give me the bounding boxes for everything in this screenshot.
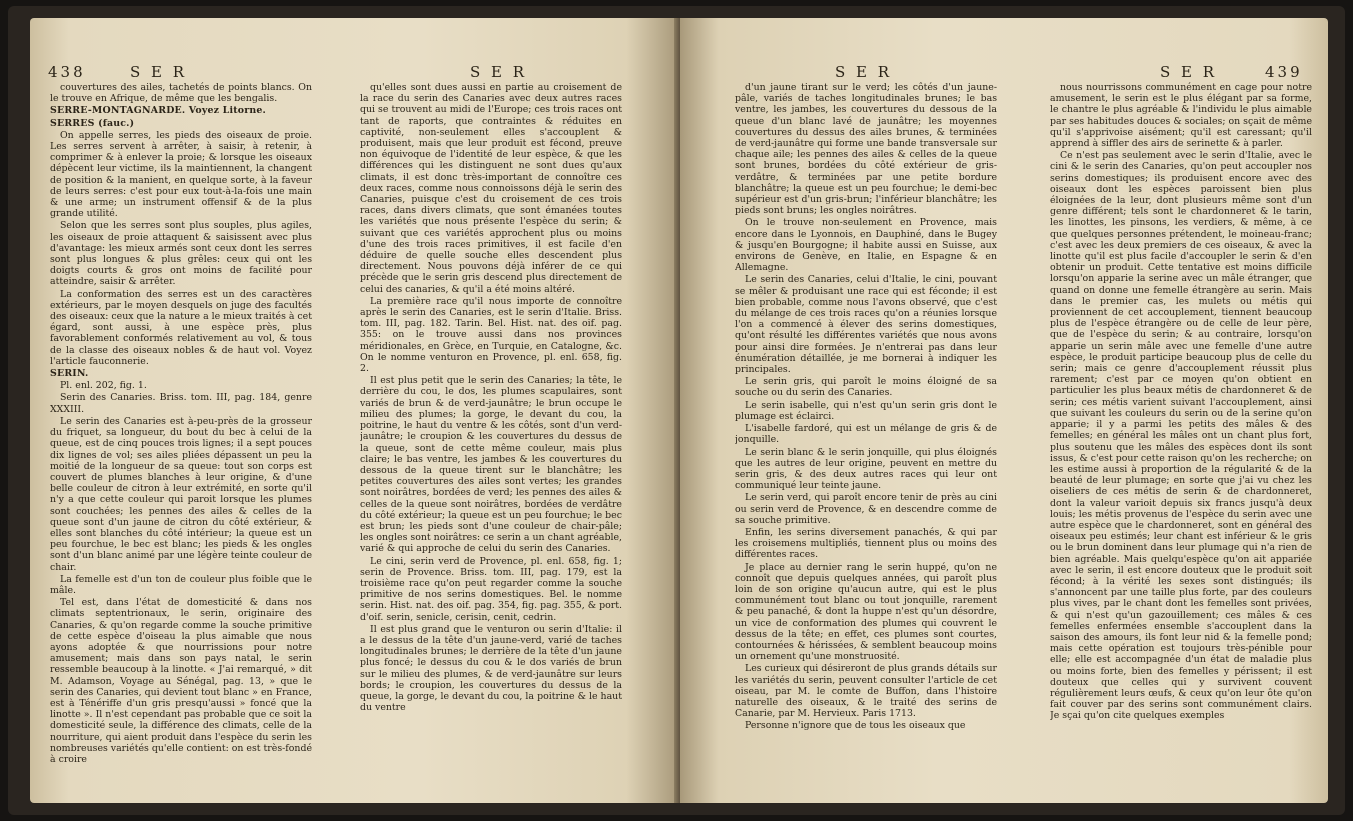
paragraph: On le trouve non-seulement en Provence, mais encore dans le Lyonnois, en Dauphiné, dans le Bugey & jusqu'en Bourgogne; il habite aussi en Suisse, aux environs de Genève, en Italie, en Espagne & en Allemagne. <box>735 217 997 274</box>
paragraph: SERIN. <box>50 368 89 380</box>
left-column-2 <box>360 82 622 792</box>
paragraph: Serin des Canaries. Briss. tom. III, pag. 184, genre XXXIII. <box>50 392 312 415</box>
paragraph: Le serin gris, qui paroît le moins éloigné de sa souche ou du serin des Canaries. <box>735 376 997 399</box>
paragraph: Le serin des Canaries, celui d'Italie, le cini, pouvant se mêler & produisant une race qui est féconde; il est bien probable, comme nous l'avons observé, que c'est du mélange de ces trois races qu'on a réunies lorsque l'on a commencé à élever des serins domestiques, qu'ont résulté les différentes variétés que nous avons pour ainsi dire formées. Je n'entrerai pas dans leur énumération détaillée, je me bornerai à indiquer les principales. <box>735 274 997 376</box>
right-page <box>680 18 1328 803</box>
paragraph: Enfin, les serins diversement panachés, & qui par les croisemens multipliés, tiennent plus ou moins des différentes races. <box>735 526 997 561</box>
left-column-1 <box>50 82 312 792</box>
paragraph: Il est plus petit que le serin des Canaries; la tête, le derrière du cou, le dos, les plumes scapulaires, sont variés de brun & de verd-jaunâtre; le brun occupe le milieu des plumes; la gorge, le devant du cou, la poitrine, le haut du ventre & les côtés, sont d'un verd-jaunâtre; le croupion & les couvertures du dessus de la queue, sont de cette même couleur, mais plus claire; le bas ventre, les jambes & les couvertures du dessous de la queue tirent sur le blanchâtre; les petites couvertures des ailes sont vertes; les grandes sont noirâtres, bordées de verd; les pennes des ailes & celles de la queue sont noirâtres, bordées de verdâtre du côté extérieur; la queue est un peu fourchue; le bec est brun; les pieds sont d'une couleur de chair-pâle; les ongles sont noirâtres: ce serin a un chant agréable, varié & qui approche de celui du serin des Canaries. <box>360 375 622 555</box>
paragraph: Le cini, serin verd de Provence, pl. enl. 658, fig. 1; serin de Provence. Briss. tom. III, pag. 179, est la troisième race qu'on peut regarder comme la souche primitive de nos serins domestiques. Bel. le nomme serin. Hist. nat. des oif. pag. 354, fig. pag. 355, & port. d'oif. serin, senicle, cerisin, cenit, cedrin. <box>360 555 622 623</box>
paragraph: qu'elles sont dues aussi en partie au croisement de la race du serin des Canaries avec deux autres races qui se trouvent au midi de l'Europe; ces trois races ont tant de raports, que contraintes & réduites en captivité, non-seulement elles s'accouplent & produisent, mais que leur produit est fécond, preuve non équivoque de l'identité de leur espèce, & que les différences qui les distinguent ne sont dues qu'aux climats, il est donc très-important de connoître ces deux races, comme nous connoissons déjà le serin des Canaries, puisque c'est du croisement de ces trois races, dans divers climats, que sont émanées toutes les variétés que nous présente l'espèce du serin; & suivant que ces variétés approchent plus ou moins d'une des trois races primitives, il est facile d'en déduire de quelle souche elles descendent plus directement. Nous pouvons déjà inférer de ce qui précède que le serin gris descend plus directement de celui des canaries, & qu'il a été moins altéré. <box>360 82 622 295</box>
paragraph: SERRE-MONTAGNARDE. Voyez Litorne. <box>50 105 266 117</box>
right-running-head-2: S E R <box>1160 63 1218 81</box>
left-running-head-1: S E R <box>130 63 188 81</box>
paragraph: couvertures des ailes, tachetés de points blancs. On le trouve en Afrique, de même que les bengalis. <box>50 82 312 105</box>
paragraph: La première race qu'il nous importe de connoître après le serin des Canaries, est le serin d'Italie. Briss. tom. III, pag. 182. Tarin. Bel. Hist. nat. des oif. pag. 355: on le trouve aussi dans nos provinces méridionales, en Grèce, en Turquie, en Catalogne, &c. On le nomme venturon en Provence, pl. enl. 658, fig. 2. <box>360 295 622 375</box>
paragraph: On appelle serres, les pieds des oiseaux de proie. Les serres servent à arrêter, à saisir, à retenir, à comprimer & à enlever la proie; & lorsque les oiseaux dépècent leur victime, ils la maintiennent, la changent de position & la manient, en quelque sorte, à la faveur de leurs serres: c'est pour eux tout-à-la-fois une main & une arme; un instrument offensif & de la plus grande utilité. <box>50 129 312 220</box>
paragraph: Les curieux qui désireront de plus grands détails sur les variétés du serin, peuvent consulter l'article de cet oiseau, par M. le comte de Buffon, dans l'histoire naturelle des oiseaux, & le traité des serins de Canarie, par M. Hervieux. Paris 1713. <box>735 663 997 720</box>
paragraph: Selon que les serres sont plus souples, plus agiles, les oiseaux de proie attaquent & saisissent avec plus d'avantage: les mieux armés sont ceux dont les serres sont plus longues & plus grêles: ceux qui ont les doigts courts & gros ont moins de facilité pour atteindre, saisir & arrêter. <box>50 220 312 288</box>
paragraph: nous nourrissons communément en cage pour notre amusement, le serin est le plus élégant par sa forme, le chantre le plus agréable & l'individu le plus aimable par ses habitudes douces & sociales; on sçait de même qu'il s'apprivoise aisément; qu'il est caressant; qu'il apprend à siffler des airs de serinette & à parler. <box>1050 82 1312 150</box>
paragraph: Il est plus grand que le venturon ou serin d'Italie: il a le dessus de la tête d'un jaune-verd, varié de taches longitudinales brunes; le derrière de la tête d'un jaune plus foncé; le dessus du cou & le dos variés de brun sur le milieu des plumes, & de verd-jaunâtre sur leurs bords; le croupion, les couvertures du dessus de la queue, la gorge, le devant du cou, la poitrine & le haut du ventre <box>360 623 622 714</box>
paragraph: Je place au dernier rang le serin huppé, qu'on ne connoît que depuis quelques années, qui paroît plus loin de son origine qu'aucun autre, qui est le plus communément tout blanc ou tout jonquille, rarement & peu panaché, & dont la huppe n'est qu'un désordre, un vice de conformation des plumes qui couvrent le dessus de la tête; en effet, ces plumes sont courtes, contournées & hérissées, & semblent beaucoup moins un ornement qu'une monstruosité. <box>735 561 997 663</box>
paragraph: SERRES (fauc.) <box>50 117 135 129</box>
right-column-2 <box>1050 82 1312 792</box>
paragraph: Ce n'est pas seulement avec le serin d'Italie, avec le cini & le serin des Canaries, qu'on peut accoupler nos serins domestiques; ils produisent encore avec des oiseaux dont les espèces paroissent bien plus éloignées de la leur, dont plusieurs même sont d'un genre différent; tels sont le chardonneret & le tarin, les linottes, les pinsons, les verdiers, & même, à ce que quelques personnes prétendent, le moineau-franc; c'est avec les deux premiers de ces oiseaux, & avec la linotte qu'il est plus facile d'accoupler le serin & d'en obtenir un produit. Cette tentative est moins difficile lorsqu'on apparie la serine avec un mâle étranger, que quand on donne une femelle étrangère au serin. Mais dans le premier cas, les mulets ou métis qui proviennent de cet accouplement, tiennent beaucoup plus de l'espèce étrangère ou de celle de leur père, que de l'espèce du serin; & au contraire, lorsqu'on apparie un serin mâle avec une femelle d'une autre espèce, le produit participe beaucoup plus de celle du serin; mais ce genre d'accouplement réussit plus rarement; c'est par ce moyen qu'on obtient en particulier les plus beaux métis de chardonneret & de serin; ces métis varient suivant l'accouplement, ainsi que suivant les couleurs du serin ou de la serine qu'on apparie; il y a parmi les petits des mâles & des femelles; en général les mâles ont un chant plus fort, plus soutenu que les mâles des espèces dont ils sont issus, & c'est pour cette raison qu'on les recherche; on les estime aussi à proportion de la régularité & de la beauté de leur plumage; en sorte que j'ai vu chez les oiseliers de ces métis de serin & de chardonneret, dont la valeur varioit depuis six francs jusqu'à deux louis; les métis provenus de l'espèce du serin avec une autre espèce que le chardonneret, sont en général des oiseaux peu estimés; leur chant est inférieur & le gris ou le brun dominent dans leur plumage qui n'a rien de bien agréable. Mais quelqu'espèce qu'on ait appariée avec le serin, il est encore douteux que le produit soit fécond; à la vérité les sexes sont distingués; ils s'annoncent par une taille plus forte, par des couleurs plus vives, par le chant dont les femelles sont privées, & qui n'est qu'un gazouillement; ces mâles & ces femelles enfermées ensemble s'accouplent dans la saison des amours, ils font leur nid & la femelle pond; mais cette opération est toujours très-pénible pour elle; elle est accompagnée d'un état de maladie plus ou moins forte, bien des femelles y périssent; il est douteux que celles qui y survivent couvent régulièrement leurs œufs, & ceux qu'on leur ôte qu'on fait couver par des serins sont communément clairs. Je sçai qu'on cite quelques exemples <box>1050 150 1312 722</box>
paragraph: Personne n'ignore que de tous les oiseaux que <box>745 720 966 732</box>
open-book <box>8 6 1345 815</box>
right-page-number: 439 <box>1265 63 1303 81</box>
paragraph: La femelle est d'un ton de couleur plus foible que le mâle. <box>50 573 312 596</box>
paragraph: Le serin blanc & le serin jonquille, qui plus éloignés que les autres de leur origine, peuvent en mettre du serin gris, & des deux autres races qui leur ont communiqué leur teinte jaune. <box>735 446 997 492</box>
left-page-number: 438 <box>48 63 86 81</box>
paragraph: Le serin des Canaries est à-peu-près de la grosseur du friquet, sa longueur, du bout du bec à celui de la queue, est de cinq pouces trois lignes; il a sept pouces dix lignes de vol; ses ailes pliées dépassent un peu la moitié de la longueur de sa queue: tout son corps est couvert de plumes blanches à leur origine, & d'une belle couleur de citron à leur extrémité, en sorte qu'il n'y a que cette couleur qui paroit lorsque les plumes sont couchées; les pennes des ailes & celles de la queue sont d'un jaune de citron du côté extérieur, & elles sont blanches du côté intérieur; la queue est un peu fourchue, le bec est blanc; les pieds & les ongles sont d'un blanc animé par une légère teinte couleur de chair. <box>50 415 312 573</box>
paragraph: Le serin verd, qui paroît encore tenir de près au cini ou serin verd de Provence, & en descendre comme de sa souche primitive. <box>735 492 997 526</box>
paragraph: Pl. enl. 202, fig. 1. <box>60 380 147 392</box>
paragraph: d'un jaune tirant sur le verd; les côtés d'un jaune-pâle, variés de taches longitudinales brunes; le bas ventre, les jambes, les couvertures du dessous de la queue d'un blanc lavé de jaunâtre; les moyennes couvertures du dessus des ailes brunes, & terminées de verd-jaunâtre qui forme une bande transversale sur chaque aile; les pennes des ailes & celles de la queue sont brunes, bordées du côté extérieur de gris-verdâtre, & terminées par une petite bordure blanchâtre; la queue est un peu fourchue; le demi-bec supérieur est d'un gris-brun; l'inférieur blanchâtre; les pieds sont bruns; les ongles noirâtres. <box>735 82 997 217</box>
paragraph: Le serin isabelle, qui n'est qu'un serin gris dont le plumage est éclairci. <box>735 399 997 422</box>
right-running-head-1: S E R <box>835 63 893 81</box>
left-running-head-2: S E R <box>470 63 528 81</box>
paragraph: L'isabelle fardoré, qui est un mélange de gris & de jonquille. <box>735 423 997 446</box>
left-page <box>30 18 678 803</box>
paragraph: Tel est, dans l'état de domesticité & dans nos climats septentrionaux, le serin, originaire des Canaries, & qu'on regarde comme la souche primitive de cette espèce d'oiseau la plus aimable que nous ayons adoptée & que nourrissions pour notre amusement; mais dans son pays natal, le serin ressemble beaucoup à la linotte. « J'ai remarqué, » dit M. Adamson, Voyage au Sénégal, pag. 13, » que le serin des Canaries, qui devient tout blanc » en France, est à Ténériffe d'un gris presqu'aussi » foncé que la linotte ». Il n'est cependant pas probable que ce soit la domesticité seule, la différence des climats, celle de la nourriture, qui aient produit dans l'espèce du serin les nombreuses variétés qu'elle contient: on est très-fondé à croire <box>50 597 312 765</box>
right-column-1 <box>735 82 997 792</box>
paragraph: La conformation des serres est un des caractères extérieurs, par le moyen desquels on juge des facultés des oiseaux: ceux que la nature a le mieux traités à cet égard, sont aussi, à une espèce près, plus favorablement conformés relativement au vol, & tous de la classe des oiseaux nobles & de haut vol. Voyez l'article fauconnerie. <box>50 288 312 367</box>
